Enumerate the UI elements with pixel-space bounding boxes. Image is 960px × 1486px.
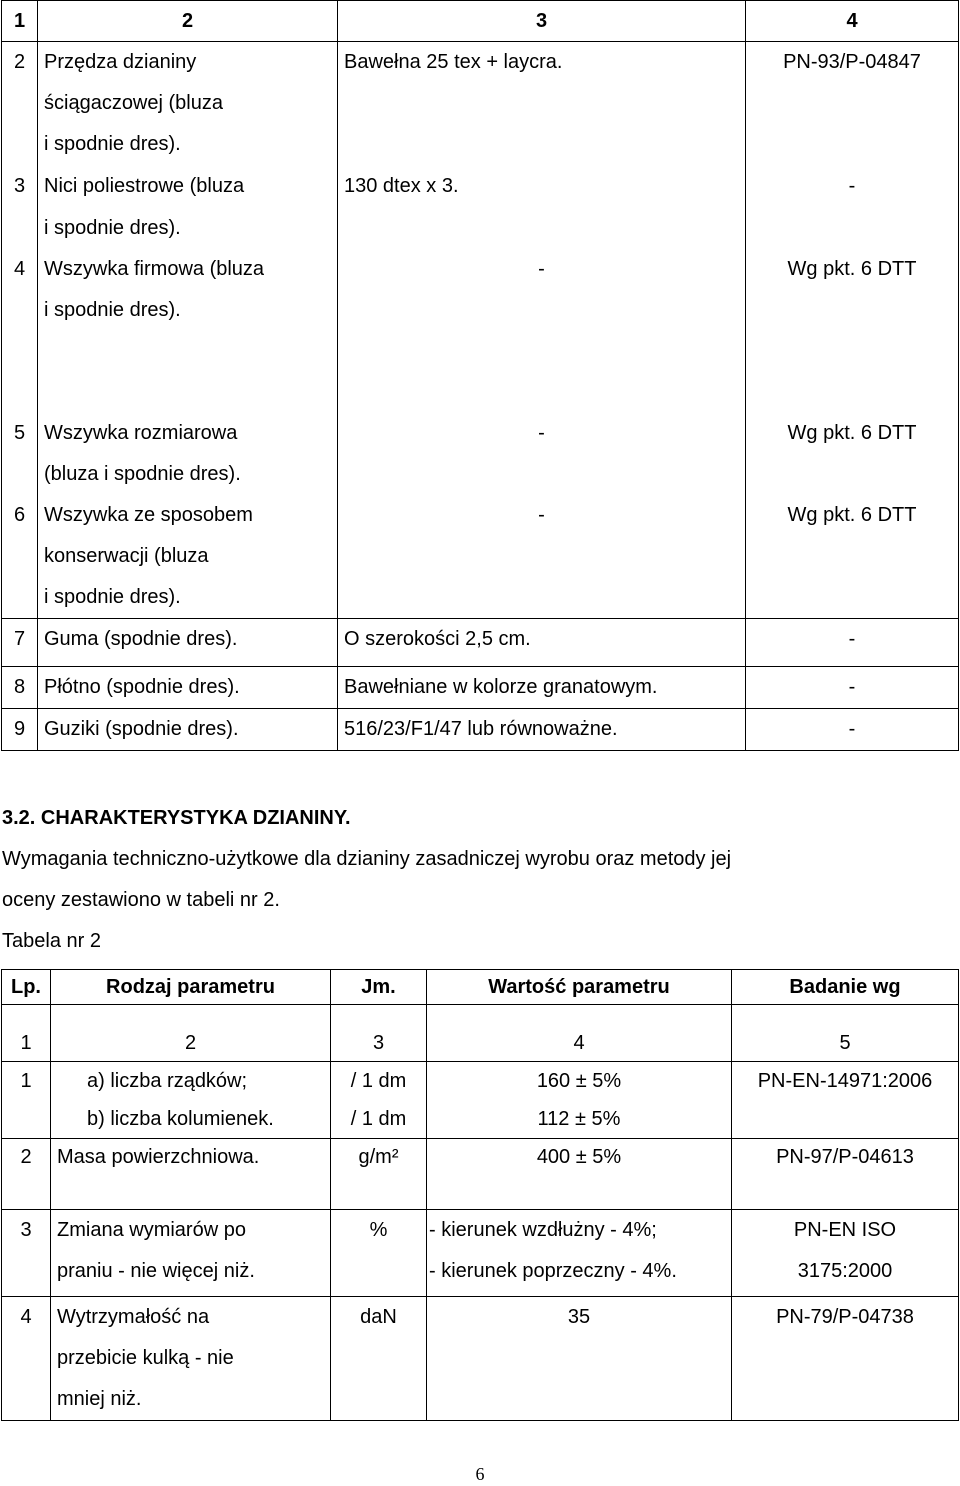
parameters-table [1,969,959,1421]
parameter-value: 35 [427,1297,732,1421]
table-row [2,413,959,495]
column-number: 1 [2,1005,51,1062]
parameter-unit: % [331,1210,427,1297]
material-spec: 130 dtex x 3. [338,165,746,249]
column-number: 3 [331,1005,427,1062]
material-spec: Bawełna 25 tex + laycra. [338,42,746,166]
row-number: 9 [2,709,38,751]
table-row [2,1210,959,1297]
header-cell: Wartość parametru [427,970,732,1005]
table-row [2,42,959,166]
material-norm: Wg pkt. 6 DTT [746,249,959,413]
material-name: Guma (spodnie dres). [38,619,338,667]
row-number: 6 [2,495,38,619]
material-norm: - [746,709,959,751]
row-number: 7 [2,619,38,667]
material-norm: - [746,619,959,667]
header-cell: Lp. [2,970,51,1005]
parameter-value: - kierunek wzdłużny - 4%; - kierunek poprzeczny - 4%. [427,1210,732,1297]
material-norm: Wg pkt. 6 DTT [746,495,959,619]
parameter-unit: daN [331,1297,427,1421]
parameter-value: 160 ± 5% 112 ± 5% [427,1062,732,1139]
material-spec: Bawełniane w kolorze granatowym. [338,667,746,709]
row-number: 3 [2,1210,51,1297]
header-cell: 2 [38,1,338,42]
parameter-name: a) liczba rządków; b) liczba kolumienek. [51,1062,331,1139]
material-name: Płótno (spodnie dres). [38,667,338,709]
material-spec: O szerokości 2,5 cm. [338,619,746,667]
header-cell: Badanie wg [732,970,959,1005]
row-number: 2 [2,42,38,166]
row-number: 4 [2,249,38,413]
material-name: Nici poliestrowe (bluza i spodnie dres). [38,165,338,249]
material-norm: PN-93/P-04847 [746,42,959,166]
material-norm: - [746,165,959,249]
table-row [2,667,959,709]
table-row [2,249,959,413]
table-header-row [2,1,959,42]
material-spec: 516/23/F1/47 lub równoważne. [338,709,746,751]
row-number: 1 [2,1062,51,1139]
material-name: Wszywka firmowa (bluza i spodnie dres). [38,249,338,413]
header-cell: 3 [338,1,746,42]
row-number: 5 [2,413,38,495]
material-name: Przędza dzianiny ściągaczowej (bluza i spodnie dres). [38,42,338,166]
table-row [2,1139,959,1210]
table-row [2,495,959,619]
section-paragraph-line: oceny zestawiono w tabeli nr 2. [2,889,280,911]
parameter-unit: / 1 dm / 1 dm [331,1062,427,1139]
material-name: Wszywka ze sposobem konserwacji (bluza i spodnie dres). [38,495,338,619]
table-row [2,165,959,249]
header-cell: Rodzaj parametru [51,970,331,1005]
table-caption: Tabela nr 2 [2,930,101,952]
test-method: PN-EN ISO 3175:2000 [732,1210,959,1297]
row-number: 2 [2,1139,51,1210]
parameter-name: Zmiana wymiarów po praniu - nie więcej niż. [51,1210,331,1297]
test-method: PN-79/P-04738 [732,1297,959,1421]
table-row [2,619,959,667]
row-number: 4 [2,1297,51,1421]
material-spec: - [338,413,746,495]
test-method: PN-97/P-04613 [732,1139,959,1210]
header-cell: Jm. [331,970,427,1005]
parameter-name: Masa powierzchniowa. [51,1139,331,1210]
table-row [2,1297,959,1421]
table-number-row [2,1005,959,1062]
material-name: Wszywka rozmiarowa (bluza i spodnie dres). [38,413,338,495]
column-number: 4 [427,1005,732,1062]
section-heading: 3.2. CHARAKTERYSTYKA DZIANINY. [2,807,351,829]
row-number: 3 [2,165,38,249]
page-number: 6 [475,1464,485,1484]
test-method: PN-EN-14971:2006 [732,1062,959,1139]
table-header-row [2,970,959,1005]
material-norm: - [746,667,959,709]
column-number: 5 [732,1005,959,1062]
materials-table [1,0,959,751]
parameter-value: 400 ± 5% [427,1139,732,1210]
material-name: Guziki (spodnie dres). [38,709,338,751]
table-row [2,709,959,751]
parameter-unit: g/m² [331,1139,427,1210]
material-spec: - [338,495,746,619]
material-spec: - [338,249,746,413]
material-norm: Wg pkt. 6 DTT [746,413,959,495]
section-paragraph-line: Wymagania techniczno-użytkowe dla dzianiny zasadniczej wyrobu oraz metody jej [2,848,732,870]
header-cell: 4 [746,1,959,42]
parameter-name: Wytrzymałość na przebicie kulką - nie mniej niż. [51,1297,331,1421]
header-cell: 1 [2,1,38,42]
table-row [2,1062,959,1139]
column-number: 2 [51,1005,331,1062]
row-number: 8 [2,667,38,709]
